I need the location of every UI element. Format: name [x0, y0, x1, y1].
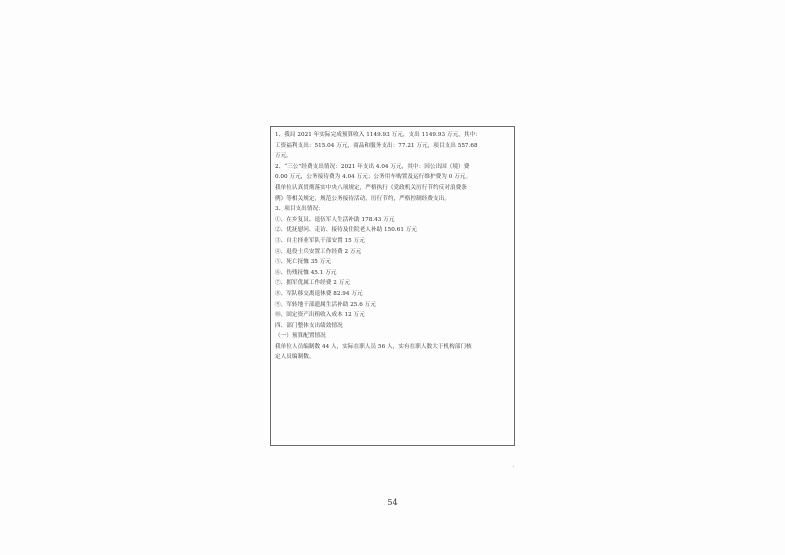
list-item: ②、优抚慰问、走访、接待及住院老人补助 150.61 万元: [275, 227, 418, 234]
page-number: 54: [387, 498, 398, 507]
text-line: 我单位人员编制数 44 人，实际在职人员 56 人，实有在职人数大于机构部门核: [275, 343, 472, 350]
text-line: 2、“三公”经费支出情况：2021 年支出 4.04 万元，其中：因公出国（境）费: [275, 163, 470, 170]
list-item: ⑥、伤残抚恤 45.1 万元: [275, 269, 337, 276]
text-line: 1、我局 2021 年实际完成预算收入 1149.93 万元，支出 1149.93 万元，其中：: [275, 132, 481, 138]
list-item: ①、在乡复员、退伍军人生活补助 178.43 万元: [275, 216, 395, 223]
list-item: ③、自主择业军队干部安置 15 万元: [275, 237, 365, 244]
section-heading: 四、部门整体支出绩效情况: [275, 322, 343, 329]
list-item: ⑨、军转地干部遗属生活补助 25.6 万元: [275, 301, 376, 308]
list-item: ④、退役士兵安置工作经费 2 万元: [275, 248, 362, 255]
text-line: 例》等相关规定，规范公务接待活动，厉行节约，严格控制经费支出。: [275, 195, 450, 202]
text-line: 定人员编制数。: [275, 354, 315, 361]
list-item: ⑦、拥军优属工作经费 2 万元: [275, 280, 350, 287]
text-line: 0.00 万元，公务接待费为 4.04 万元；公务用车购置及运行维护费为 0 万元。: [275, 174, 472, 181]
text-line: 万元。: [275, 153, 292, 160]
text-line: 我单位认真贯彻落实中央八项规定，严格执行《党政机关厉行节约反对浪费条: [275, 184, 467, 191]
text-line: 工资福利支出：515.04 万元，商品和服务支出：77.21 万元，项目支出 557.68: [275, 142, 478, 149]
content-frame: [270, 126, 515, 446]
list-item: ⑧、军队移交离退休费 82.94 万元: [275, 290, 363, 297]
subsection-heading: （一）预算配置情况: [275, 333, 326, 340]
scan-speck: [513, 466, 514, 467]
text-line: 3、项目支出情况：: [275, 206, 324, 213]
list-item: ⑩、固定资产出租收入成本 12 万元: [275, 312, 365, 319]
list-item: ⑤、死亡抚恤 35 万元: [275, 259, 332, 266]
